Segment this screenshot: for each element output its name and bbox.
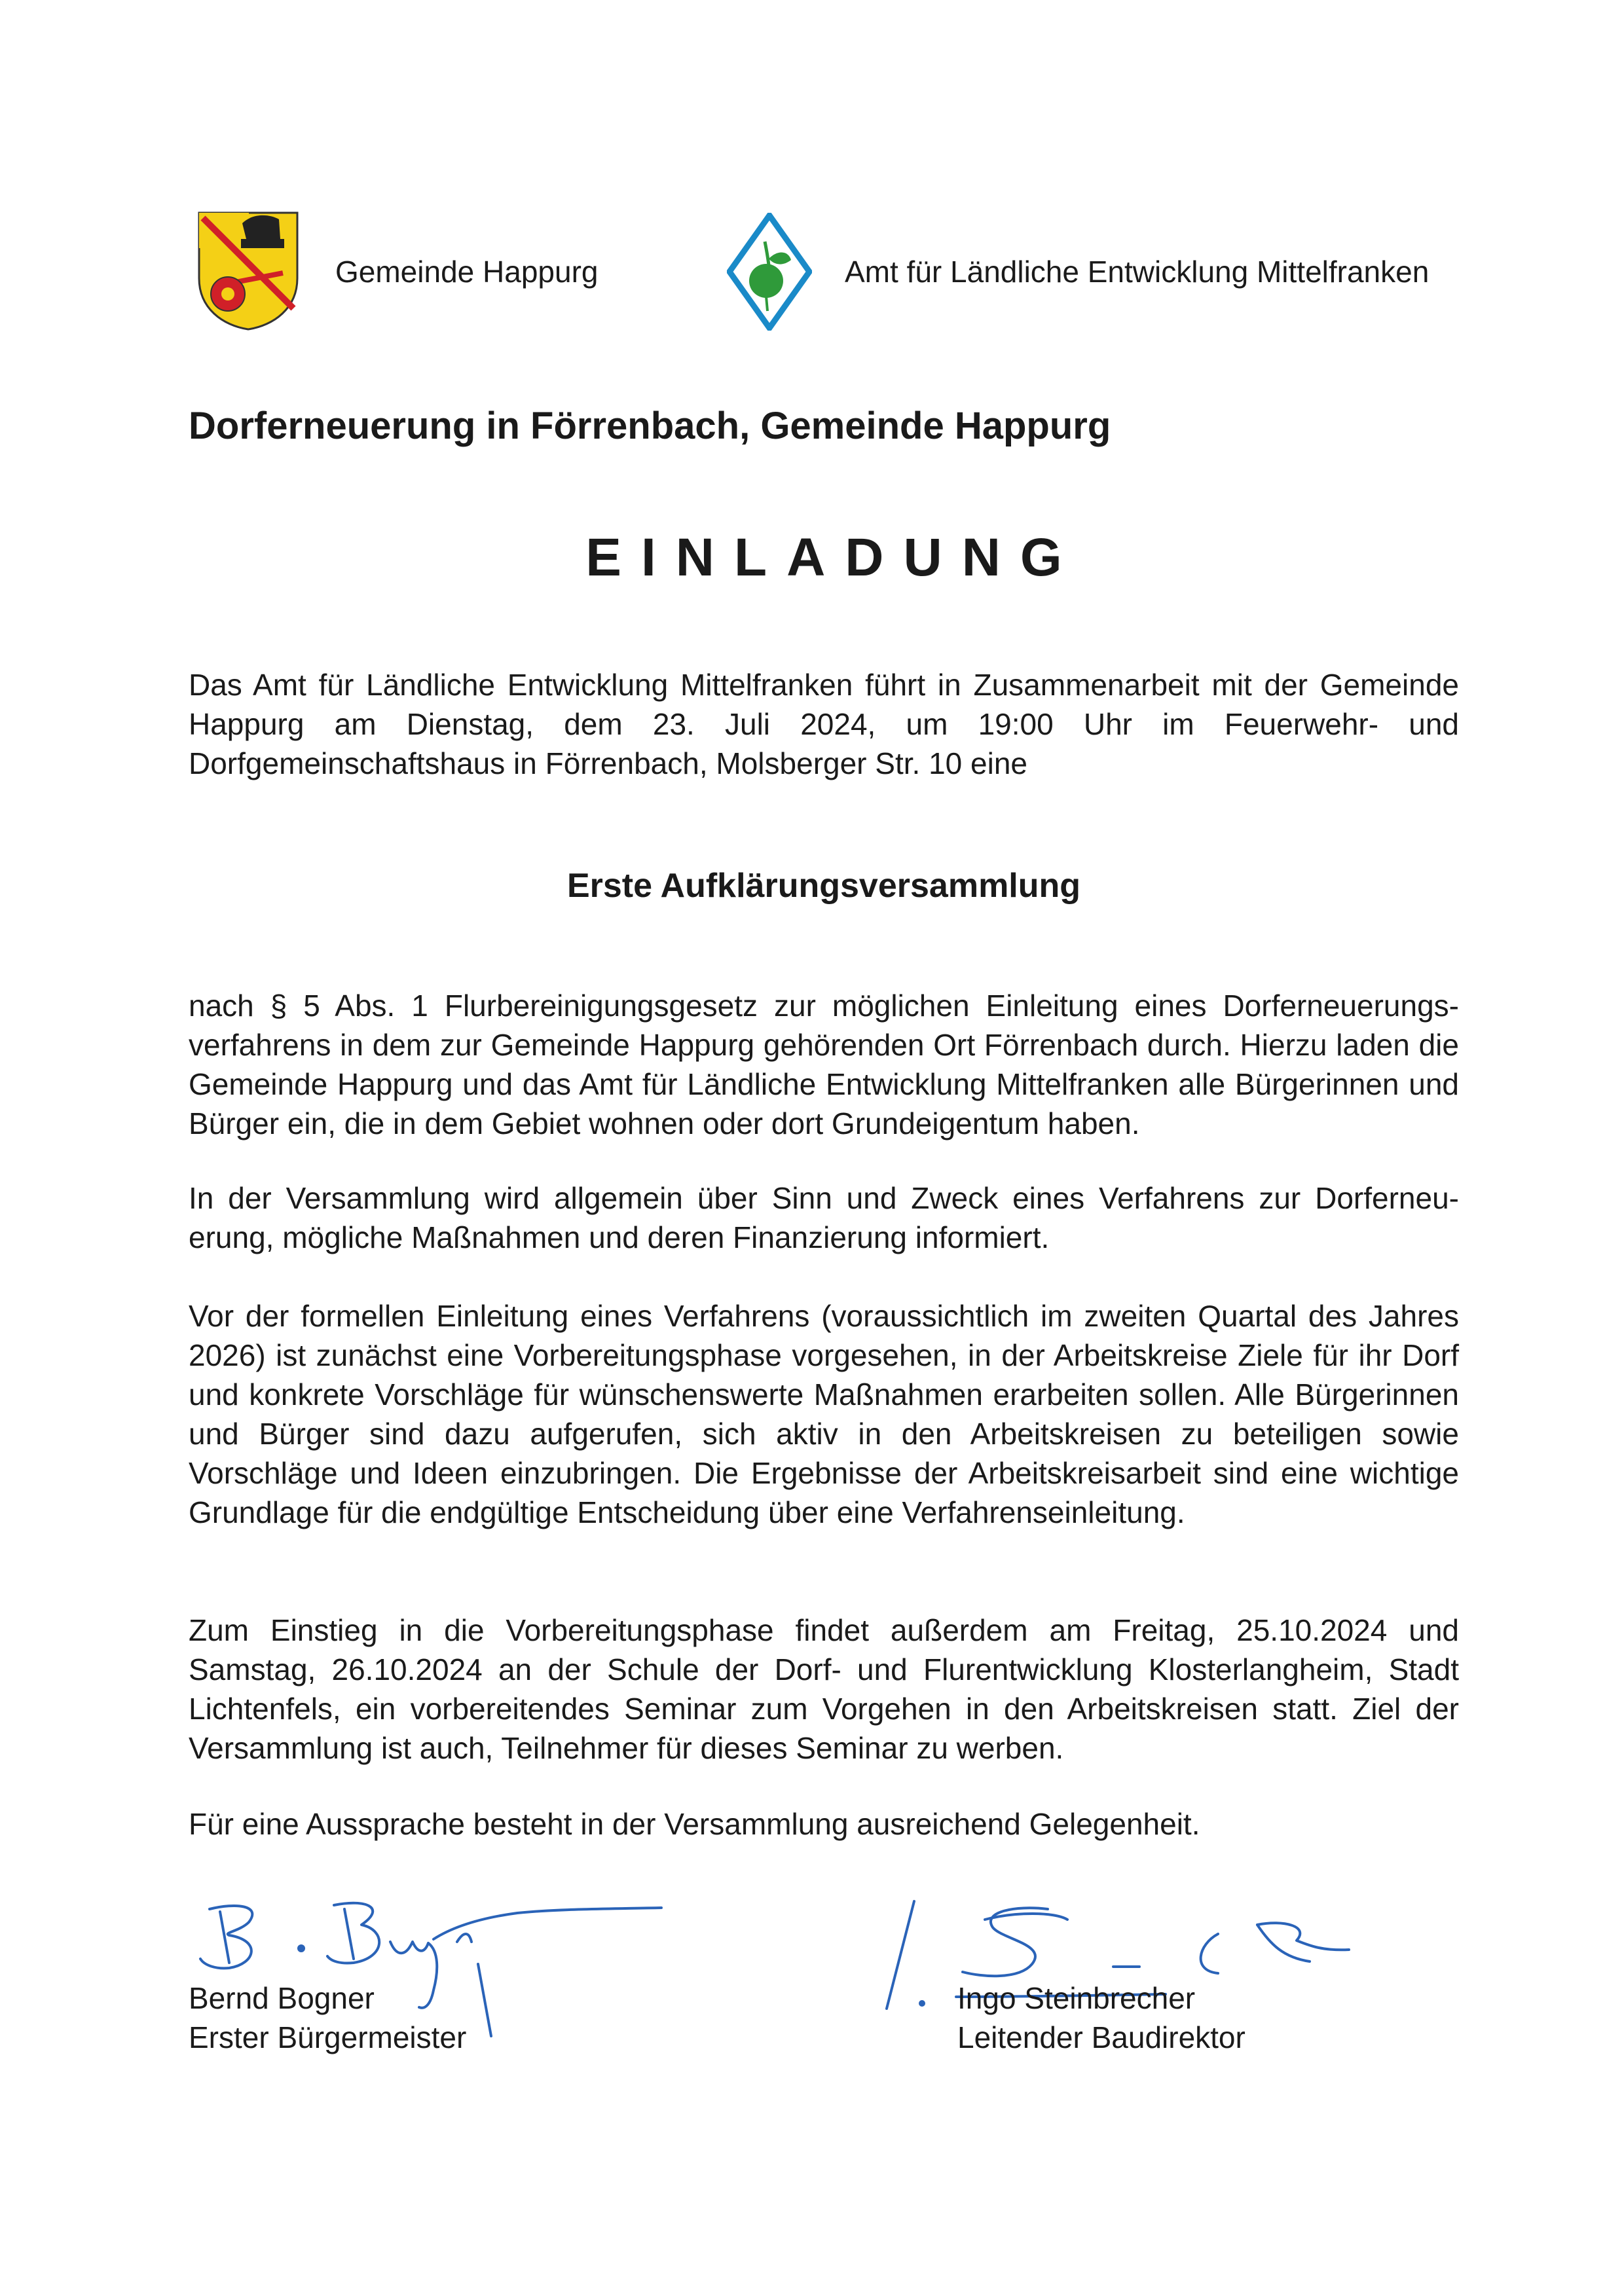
document-title: Dorferneuerung in Förrenbach, Gemeinde Happurg (189, 405, 1111, 447)
signer-role: Leitender Baudirektor (957, 2020, 1246, 2054)
signer-block-mayor (189, 1978, 466, 2057)
body-paragraph: nach § 5 Abs. 1 Flurbereinigungsgesetz zur möglichen Einleitung eines Dorferneuerungsverfahrens in dem zur Gemeinde Happurg gehörenden Ort Förrenbach durch. Hierzu laden die Gemeinde Happurg und das Amt für Ländliche Entwicklung Mittelfranken alle Bürgerinnen und Bürger ein, die in dem Gebiet wohnen oder dort Grundeigentum haben. (189, 989, 1459, 1140)
signer-role: Erster Bürgermeister (189, 2020, 467, 2054)
office-name: Amt für Ländliche Entwicklung Mittelfranken (845, 255, 1430, 289)
letterhead (196, 206, 1467, 331)
body-paragraph: In der Versammlung wird allgemein über Sinn und Zweck eines Verfahrens zur Dorferneuerung, mögliche Maßnahmen und deren Finanzierung informiert. (189, 1181, 1459, 1254)
signer-block-director (957, 1978, 1246, 2057)
meeting-subtitle: Erste Aufklärungsversammlung (566, 867, 1081, 905)
invitation-heading: EINLADUNG (585, 528, 1082, 587)
signer-name: Bernd Bogner (189, 1981, 375, 2015)
signer-name: Ingo Steinbrecher (957, 1981, 1196, 2015)
diamond-logo-icon (727, 213, 812, 331)
body-paragraph: Vor der formellen Einleitung eines Verfahrens (voraussichtlich im zweiten Quartal des Jahres 2026) ist zunächst eine Vorbereitungsphase vorgesehen, in der Arbeitskreise Ziele für ihr Dorf und konkrete Vorschläge für wünschenswerte Maßnahmen erarbeiten sollen. Alle Bürgerinnen und Bürger sind dazu aufgerufen, sich aktiv in den Arbeitskreisen zu beteiligen sowie Vorschläge und Ideen einzubringen. Die Ergebnisse der Arbeitskreisarbeit sind eine wichtige Grundlage für die endgültige Entscheidung über eine Verfahrenseinleitung. (189, 1299, 1459, 1529)
municipality-name: Gemeinde Happurg (335, 255, 599, 289)
coat-of-arms-icon (196, 210, 300, 331)
body-paragraph: Für eine Aussprache besteht in der Versammlung ausreichend Gelegenheit. (189, 1807, 1200, 1841)
intro-paragraph: Das Amt für Ländliche Entwicklung Mittelfranken führt in Zusammenarbeit mit der Gemeinde Happurg am Dienstag, dem 23. Juli 2024, um 19:00 Uhr im Feuerwehr- und Dorfgemeinschaftshaus in Förrenbach, Molsberger Str. 10 eine (189, 668, 1459, 780)
body-paragraph: Zum Einstieg in die Vorbereitungsphase findet außerdem am Freitag, 25.10.2024 und Samstag, 26.10.2024 an der Schule der Dorf- und Flurentwicklung Klosterlangheim, Stadt Lichtenfels, ein vorbereitendes Seminar zum Vorgehen in den Arbeitskreisen statt. Ziel der Versammlung ist auch, Teilnehmer für dieses Seminar zu werben. (189, 1613, 1459, 1765)
